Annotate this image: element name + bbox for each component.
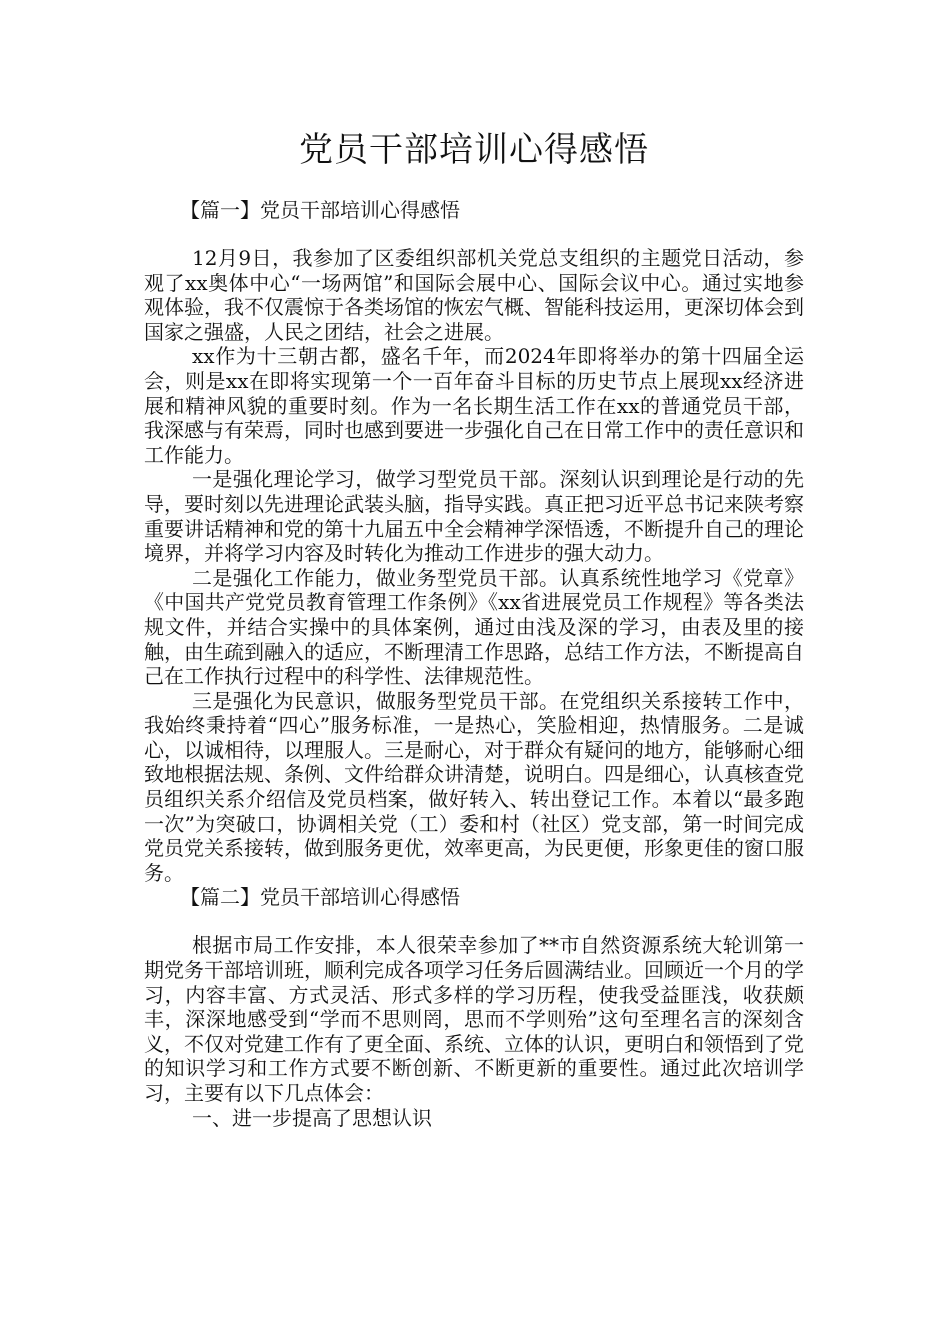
blank-line — [144, 910, 804, 933]
section-one-heading: 【篇一】党员干部培训心得感悟 — [180, 198, 460, 222]
blank-line — [144, 223, 804, 246]
section-two-heading: 【篇二】党员干部培训心得感悟 — [180, 885, 460, 910]
section-one-paragraph-5: 三是强化为民意识，做服务型党员干部。在党组织关系接转工作中，我始终秉持着“四心”服务标准，一是热心，笑脸相迎，热情服务。二是诚心，以诚相待，以理服人。三是耐心，对于群众有疑问的地方，能够耐心细致地根据法规、条例、文件给群众讲清楚，说明白。四是细心，认真核查党员组织关系介绍信及党员档案，做好转入、转出登记工作。本着以“最多跑一次”为突破口，协调相关党（工）委和村（社区）党支部，第一时间完成党员党关系接转，做到服务更优，效率更高，为民更便，形象更佳的窗口服务。 — [144, 688, 804, 885]
section-one-paragraph-1: 12月9日，我参加了区委组织部机关党总支组织的主题党日活动，参观了xx奥体中心“一场两馆”和国际会展中心、国际会议中心。通过实地参观体验，我不仅震惊于各类场馆的恢宏气概、智能科技运用，更深切体会到国家之强盛，人民之团结，社会之进展。 — [144, 246, 804, 344]
section-one-paragraph-3: 一是强化理论学习，做学习型党员干部。深刻认识到理论是行动的先导，要时刻以先进理论武装头脑，指导实践。真正把习近平总书记来陕考察重要讲话精神和党的第十九届五中全会精神学深悟透，不断提升自己的理论境界，并将学习内容及时转化为推动工作进步的强大动力。 — [144, 467, 804, 566]
section-two-paragraph-1: 根据市局工作安排，本人很荣幸参加了**市自然资源系统大轮训第一期党务干部培训班，顺利完成各项学习任务后圆满结业。回顾近一个月的学习，内容丰富、方式灵活、形式多样的学习历程，使我受益匪浅，收获颇丰，深深地感受到“学而不思则罔，思而不学则殆”这句至理名言的深刻含义，不仅对党建工作有了更全面、系统、立体的认识，更明白和领悟到了党的知识学习和工作方式要不断创新、不断更新的重要性。通过此次培训学习，主要有以下几点体会： — [144, 933, 804, 1105]
section-two — [144, 885, 804, 1130]
document-page — [144, 124, 804, 1130]
section-one-paragraph-2: xx作为十三朝古都，盛名千年，而2024年即将举办的第十四届全运会，则是xx在即将实现第一个一百年奋斗目标的历史节点上展现xx经济进展和精神风貌的重要时刻。作为一名长期生活工作在xx的普通党员干部，我深感与有荣焉，同时也感到要进一步强化自己在日常工作中的责任意识和工作能力。 — [144, 344, 804, 467]
section-one — [144, 198, 804, 885]
document-title: 党员干部培训心得感悟 — [299, 130, 649, 170]
section-one-paragraph-4: 二是强化工作能力，做业务型党员干部。认真系统性地学习《党章》《中国共产党党员教育管理工作条例》《xx省进展党员工作规程》等各类法规文件，并结合实操中的具体案例，通过由浅及深的学习，由表及里的接触，由生疏到融入的适应，不断理清工作思路，总结工作方法，不断提高自己在工作执行过程中的科学性、法律规范性。 — [144, 565, 804, 689]
section-two-subheading: 一、进一步提高了思想认识 — [192, 1105, 432, 1130]
